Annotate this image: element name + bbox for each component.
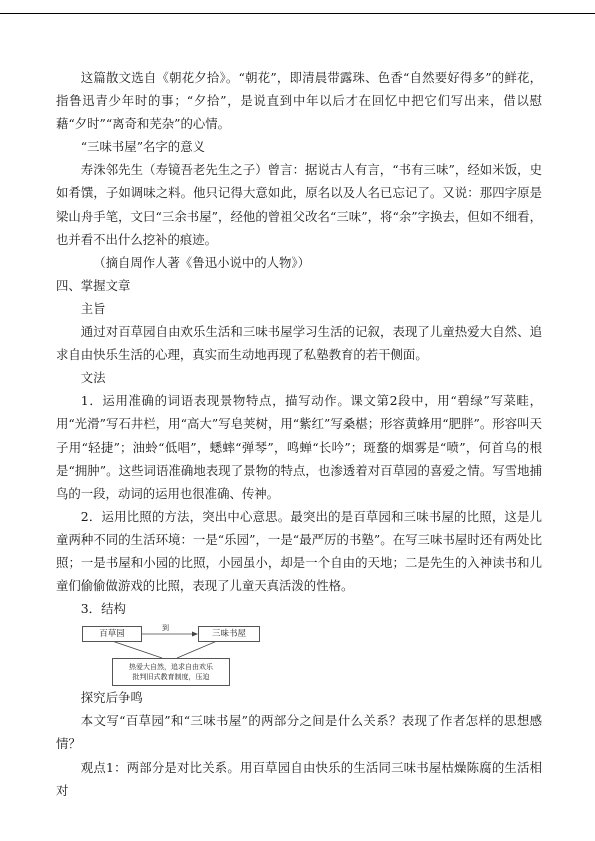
subheading-method: 文法 (80, 370, 106, 386)
subheading-theme: 主旨 (80, 300, 106, 316)
section-title-sanwei: “三味书屋”名字的意义 (80, 139, 205, 155)
structure-diagram (82, 622, 382, 686)
method-paragraph-3: 3．结构 (80, 601, 126, 617)
diagram-node-baicaoyuan: 百草园 (82, 626, 142, 642)
method-paragraph-2: 2．运用比照的方法，突出中心意思。最突出的是百草园和三味书屋的比照，这是儿童两种不同的生活环境：一是“乐园”，一是“最严厉的书塾”。在写三味书屋时还有两处比照；一是书屋和小园的比照，小园虽小，却是一个自由的天地；二是先生的入神读书和儿童们偷偷做游戏的比照，表现了儿童天真活泼的性格。 (56, 508, 542, 594)
header-rule (0, 13, 595, 14)
diagram-summary-line-1: 热爱大自然，追求自由欢乐 (129, 663, 213, 672)
document-body (56, 66, 542, 802)
diagram-node-sanweishuwu: 三味书屋 (198, 626, 260, 642)
citation: （摘自周作人著《鲁迅小说中的人物》） (93, 254, 311, 270)
diagram-summary-line-2: 批判旧式教育制度，压迫 (132, 673, 210, 682)
diagram-arrow-label: 到 (162, 624, 169, 633)
explore-question: 本文写“百草园”和“三味书屋”的两部分之间是什么关系？表现了作者怎样的思想感情？ (56, 713, 542, 752)
subheading-explore: 探究后争鸣 (80, 690, 143, 706)
section-heading-4: 四、掌握文章 (56, 277, 131, 293)
explore-viewpoint-1: 观点1：两部分是对比关系。用百草园自由快乐的生活同三味书屋枯燥陈腐的生活相对 (56, 759, 542, 798)
method-paragraph-1: 1．运用准确的词语表现景物特点，描写动作。课文第2段中，用“碧绿”写菜畦，用“光滑”写石井栏，用“高大”写皂荚树，用“紫红”写桑椹；形容黄蜂用“肥胖”。形容叫天子用“轻捷”；油蛉“低唱”，蟋蟀“弹琴”，鸣蝉“长吟”；斑蝥的烟雾是“喷”，何首乌的根是“拥肿”。这些词语准确地表现了景物的特点，也渗透着对百草园的喜爱之情。写雪地捕鸟的一段，动词的运用也很准确、传神。 (56, 393, 542, 501)
intro-paragraph: 这篇散文选自《朝花夕拾》。“朝花”，即清晨带露珠、色香“自然要好得多”的鲜花，指鲁迅青少年时的事；“夕拾”，是说直到中年以后才在回忆中把它们写出来，借以慰藉“夕时”“离奇和芜杂”的心情。 (56, 70, 542, 132)
sanwei-paragraph: 寿洙邻先生（寿镜吾老先生之子）曾言：据说古人有言，“书有三味”，经如米饭，史如肴馔，子如调味之料。他只记得大意如此，原名以及人名已忘记了。又说：那四字原是梁山舟手笔，文曰“三余书屋”，经他的曾祖父改名“三味”，将“余”字换去，但如不细看，也并看不出什么挖补的痕迹。 (56, 162, 542, 247)
theme-paragraph: 通过对百草园自由欢乐生活和三味书屋学习生活的记叙，表现了儿童热爱大自然、追求自由快乐生活的心理，真实而生动地再现了私塾教育的若干侧面。 (56, 324, 542, 363)
diagram-summary-box (112, 658, 230, 686)
